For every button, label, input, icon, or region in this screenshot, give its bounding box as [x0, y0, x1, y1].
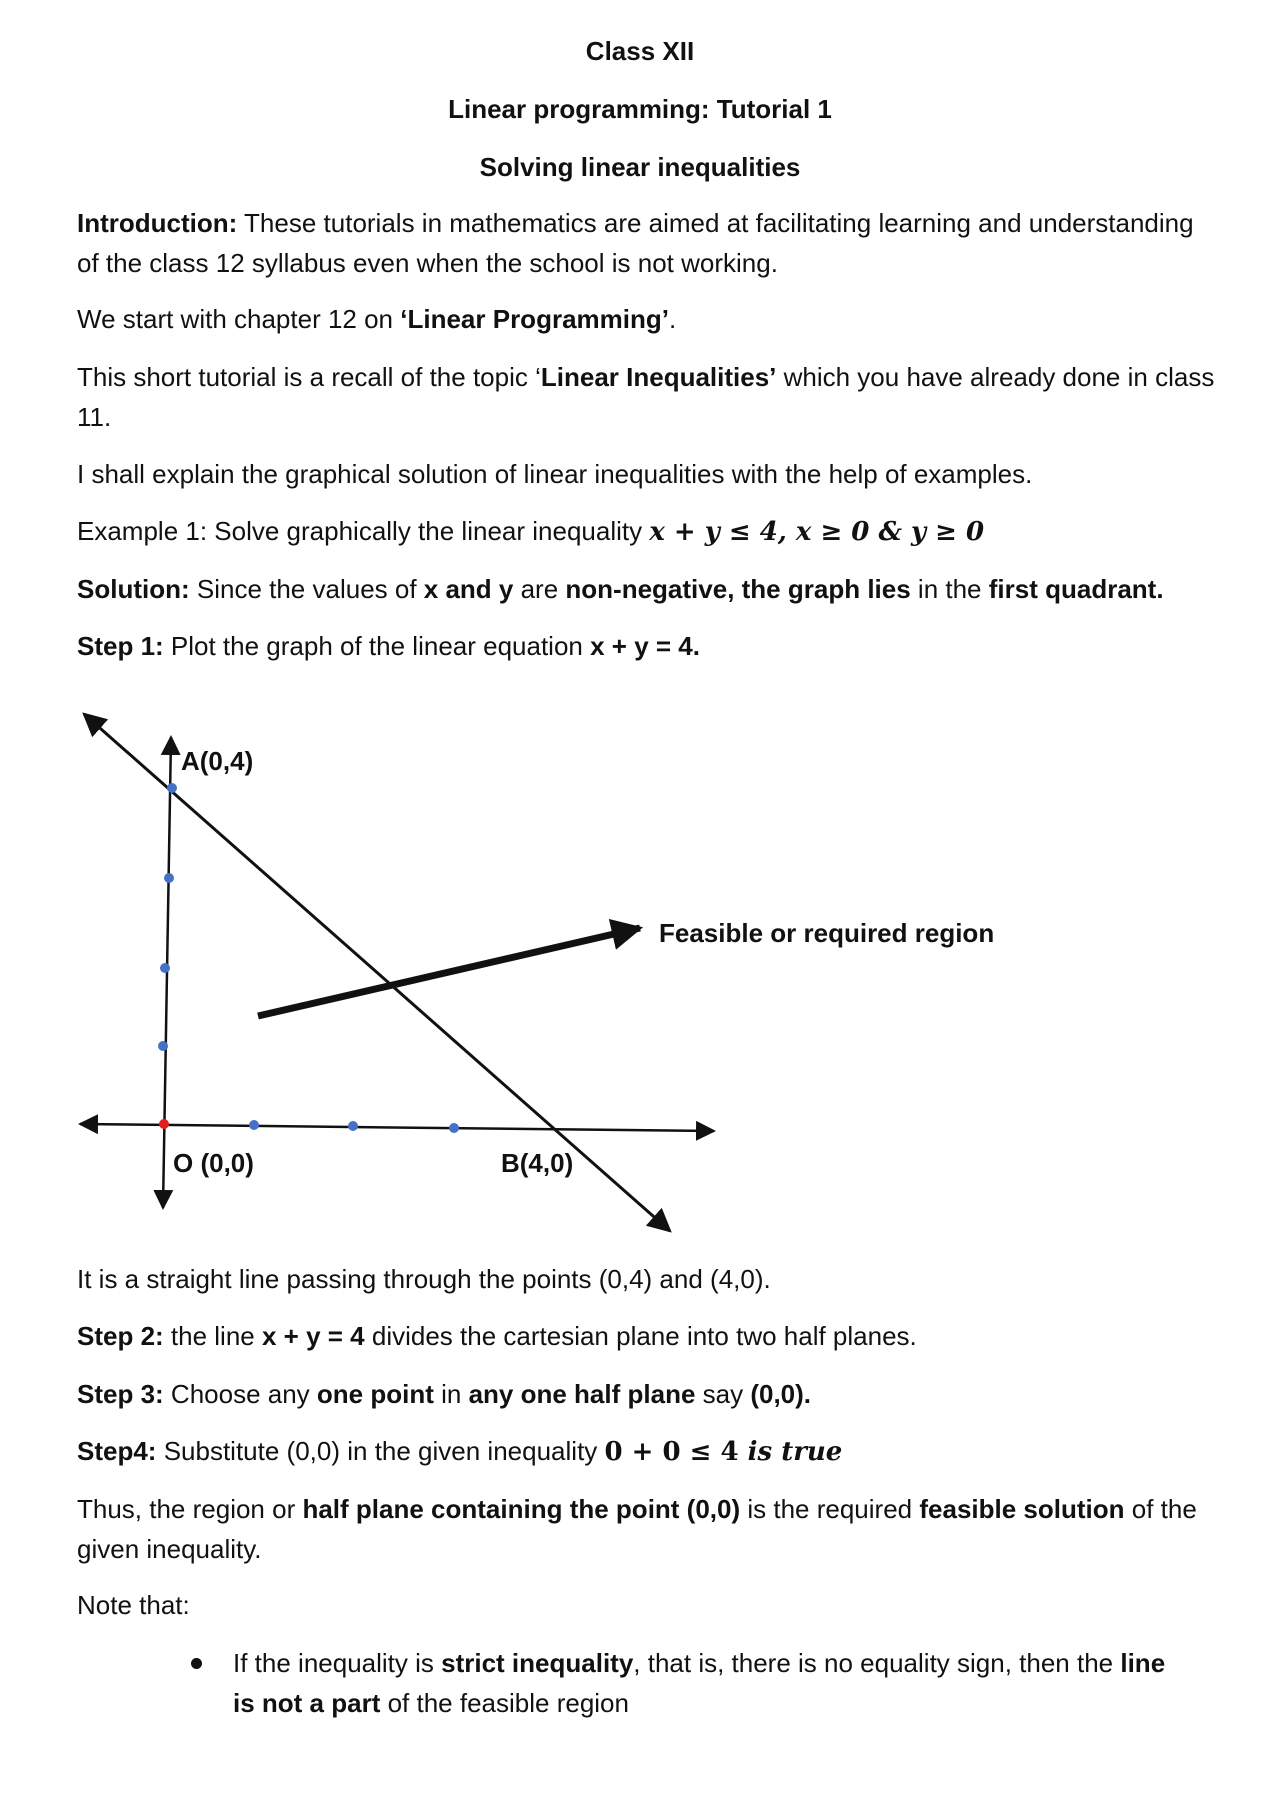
step-3-bold-1: one point — [316, 1379, 434, 1409]
recall-paragraph — [77, 357, 1217, 437]
solution-label: Solution: — [77, 574, 190, 604]
step-3-bold-3: (0,0). — [750, 1379, 812, 1409]
note-bullet-text — [233, 1643, 1193, 1723]
bullet-bold-1: strict inequality — [441, 1648, 634, 1678]
page-subtitle: Solving linear inequalities — [479, 152, 801, 182]
thus-text-3: of the given inequality. — [77, 1494, 1197, 1564]
point-o-label: O (0,0) — [173, 1148, 254, 1178]
inequality-graph — [0, 700, 1280, 1260]
step-2 — [77, 1316, 1217, 1356]
solution-bold-1: x and y — [423, 574, 514, 604]
solution-bold-2: non-negative, the graph lies — [565, 574, 911, 604]
x-axis — [80, 1124, 714, 1131]
step-2-text-1: the line — [163, 1321, 262, 1351]
step-4 — [77, 1431, 1217, 1472]
step-4-label: Step4: — [77, 1436, 157, 1466]
region-pointer-arrow — [258, 928, 640, 1016]
intro-text: These tutorials in mathematics are aimed at facilitating learning and understanding of the class 12 syllabus even when the school is not working. — [77, 208, 1194, 278]
x-tick-dot — [348, 1121, 358, 1131]
note-label: Note that: — [77, 1590, 190, 1620]
bullet-text-2: , that is, there is no equality sign, then the — [633, 1648, 1121, 1678]
intro-label: Introduction: — [77, 208, 238, 238]
thus-bold-1: half plane containing the point (0,0) — [302, 1494, 741, 1524]
recall-post: which you have already done in class 11. — [77, 362, 1215, 432]
step-1 — [77, 626, 1217, 666]
solution-text-2: are — [513, 574, 566, 604]
bullet-dot-icon — [191, 1658, 202, 1669]
example-1-text: Example 1: Solve graphically the linear inequality — [77, 516, 650, 546]
step-3-text-3: say — [695, 1379, 751, 1409]
solution-text-3: in the — [910, 574, 989, 604]
explain-paragraph: I shall explain the graphical solution of linear inequalities with the help of examples. — [77, 459, 1033, 489]
thus-text-2: is the required — [740, 1494, 920, 1524]
step-1-label: Step 1: — [77, 631, 164, 661]
origin-dot — [159, 1119, 169, 1129]
step-3-label: Step 3: — [77, 1379, 164, 1409]
solution-paragraph — [77, 569, 1217, 609]
step-3-text-2: in — [433, 1379, 469, 1409]
chapter-pre: We start with chapter 12 on — [77, 304, 401, 334]
solution-bold-3: first quadrant. — [988, 574, 1164, 604]
y-tick-dot — [167, 783, 177, 793]
x-tick-dot — [449, 1123, 459, 1133]
x-tick-dot — [249, 1120, 259, 1130]
bullet-text-3: of the feasible region — [380, 1688, 629, 1718]
y-tick-dot — [158, 1041, 168, 1051]
step-4-math-italic: is true — [747, 1437, 843, 1467]
bullet-text-1: If the inequality is — [233, 1648, 442, 1678]
chapter-name: ‘Linear Programming’ — [400, 304, 669, 334]
recall-pre: This short tutorial is a recall of the topic ‘ — [77, 362, 541, 392]
step-3-text-1: Choose any — [163, 1379, 317, 1409]
step-1-text: Plot the graph of the linear equation — [163, 631, 591, 661]
intro-paragraph — [77, 203, 1217, 283]
step-3 — [77, 1374, 1217, 1414]
step-2-label: Step 2: — [77, 1321, 164, 1351]
step-1-equation: x + y = 4. — [590, 631, 700, 661]
line-description: It is a straight line passing through the points (0,4) and (4,0). — [77, 1264, 771, 1294]
y-tick-dot — [160, 963, 170, 973]
step-2-equation: x + y = 4 — [261, 1321, 365, 1351]
y-tick-dot — [164, 873, 174, 883]
bullet-bold-2: line is not a part — [233, 1648, 1166, 1718]
thus-text-1: Thus, the region or — [77, 1494, 303, 1524]
feasible-region-label: Feasible or required region — [659, 918, 995, 948]
recall-topic: Linear Inequalities’ — [540, 362, 777, 392]
step-4-math: 0 + 0 ≤ 4 — [604, 1437, 748, 1467]
step-2-text-2: divides the cartesian plane into two half planes. — [364, 1321, 917, 1351]
step-4-text: Substitute (0,0) in the given inequality — [156, 1436, 605, 1466]
note-bullet — [193, 1643, 1193, 1723]
step-3-bold-2: any one half plane — [468, 1379, 696, 1409]
chapter-paragraph — [77, 299, 1217, 339]
point-a-label: A(0,4) — [181, 746, 254, 776]
example-1-inequality: x + y ≤ 4, x ≥ 0 & y ≥ 0 — [649, 517, 985, 547]
page-title: Linear programming: Tutorial 1 — [448, 94, 832, 124]
class-label: Class XII — [585, 36, 695, 66]
solution-text-1: Since the values of — [189, 574, 424, 604]
chapter-post: . — [668, 304, 677, 334]
thus-bold-2: feasible solution — [919, 1494, 1125, 1524]
point-b-label: B(4,0) — [501, 1148, 574, 1178]
example-1 — [77, 511, 1217, 552]
thus-paragraph — [77, 1489, 1217, 1569]
